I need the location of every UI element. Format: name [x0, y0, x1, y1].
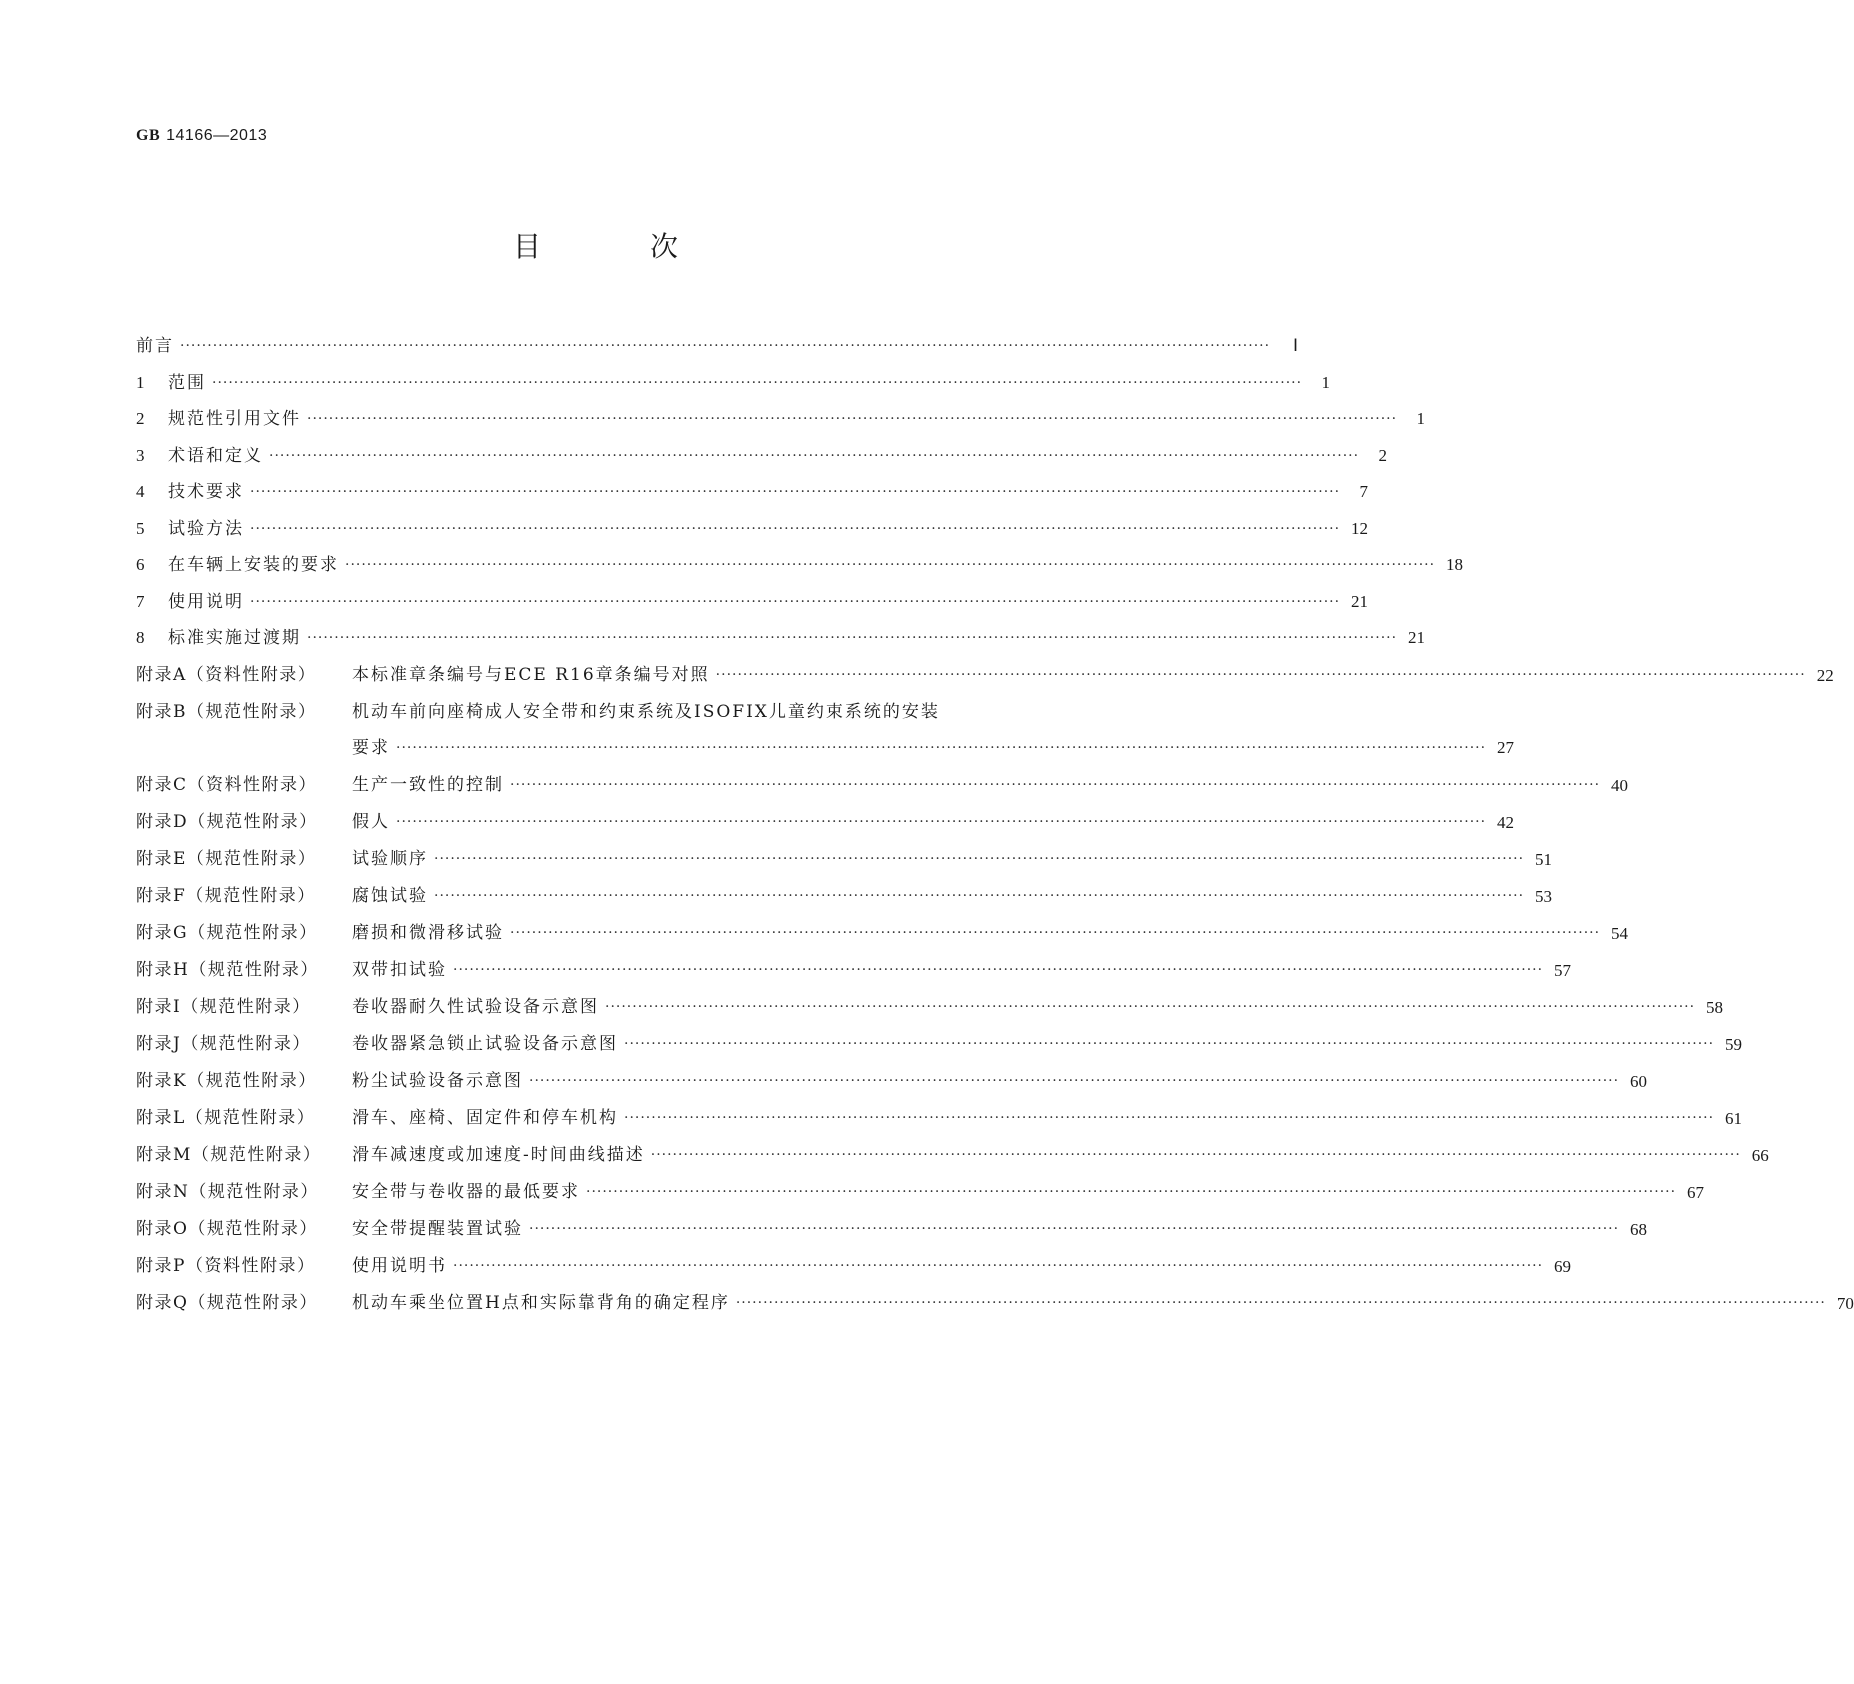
toc-entry-appendix[interactable]	[136, 915, 1629, 952]
toc-label: 范围	[168, 372, 206, 393]
dot-leader: ········································································································································································································	[624, 1035, 1715, 1052]
dot-leader: ········································································································································································································	[510, 924, 1601, 941]
appendix-prefix: 附录H（规范性附录）	[136, 959, 319, 980]
dot-leader: ········································································································································································································	[529, 1072, 1620, 1089]
toc-entry-chapter[interactable]	[136, 401, 1426, 438]
toc-page: 53	[1535, 886, 1553, 906]
dot-leader: ········································································································································································································	[250, 484, 1341, 500]
toc-label: 在车辆上安装的要求	[168, 555, 339, 575]
appendix-prefix: 附录B（规范性附录）	[136, 701, 317, 722]
toc-label: 粉尘试验设备示意图	[352, 1070, 523, 1091]
page-title: 目 次	[513, 230, 728, 263]
appendix-prefix: 附录N（规范性附录）	[136, 1181, 319, 1202]
appendix-prefix: 附录G（规范性附录）	[136, 922, 318, 943]
dot-leader: ········································································································································································································	[434, 850, 1525, 867]
dot-leader: ········································································································································································································	[396, 739, 1487, 756]
toc-entry-appendix[interactable]	[136, 767, 1629, 804]
toc-entry-appendix[interactable]	[136, 989, 1724, 1026]
toc-entry-appendix-a[interactable]	[136, 657, 1834, 694]
toc-page: 69	[1554, 1256, 1572, 1276]
toc-entry-preface[interactable]	[136, 328, 1299, 365]
toc-entry-chapter[interactable]	[136, 438, 1388, 475]
dot-leader: ········································································································································································································	[715, 666, 1806, 683]
toc-entry-chapter[interactable]	[136, 365, 1331, 402]
toc-label: 标准实施过渡期	[168, 628, 301, 648]
appendix-prefix: 附录A（资料性附录）	[136, 664, 317, 685]
toc-page: 60	[1630, 1071, 1648, 1091]
dot-leader: ········································································································································································································	[624, 1109, 1715, 1126]
toc-entry-chapter[interactable]	[136, 511, 1369, 548]
toc-label: 安全带提醒装置试验	[352, 1218, 523, 1239]
dot-leader: ········································································································································································································	[510, 776, 1601, 793]
dot-leader: ········································································································································································································	[453, 961, 1544, 978]
dot-leader: ········································································································································································································	[434, 887, 1525, 904]
toc-label: 卷收器耐久性试验设备示意图	[352, 996, 599, 1017]
toc-page: 58	[1706, 997, 1724, 1017]
chapter-number: 3	[136, 445, 145, 465]
appendix-prefix: 附录F（规范性附录）	[136, 885, 316, 906]
toc-page: 21	[1408, 628, 1426, 647]
toc-label: 滑车减速度或加速度-时间曲线描述	[352, 1144, 645, 1165]
toc-page: 70	[1836, 1293, 1854, 1313]
toc-entry-appendix[interactable]	[136, 1211, 1648, 1248]
chapter-number: 2	[136, 409, 145, 428]
table-of-contents	[136, 328, 1854, 1322]
appendix-prefix: 附录I（规范性附录）	[136, 996, 311, 1017]
toc-page: 18	[1446, 555, 1464, 574]
toc-page: 1	[1416, 409, 1426, 428]
toc-page: 67	[1687, 1182, 1705, 1202]
toc-label: 腐蚀试验	[352, 885, 428, 906]
dot-leader: ········································································································································································································	[250, 593, 1341, 610]
appendix-prefix: 附录K（规范性附录）	[136, 1070, 317, 1091]
dot-leader: ········································································································································································································	[605, 998, 1696, 1015]
toc-page: 51	[1535, 849, 1553, 869]
toc-label: 磨损和微滑移试验	[352, 922, 504, 943]
dot-leader: ········································································································································································································	[307, 630, 1398, 646]
toc-page: 27	[1497, 737, 1515, 757]
appendix-prefix: 附录L（规范性附录）	[136, 1107, 316, 1128]
toc-page: 59	[1725, 1034, 1743, 1054]
dot-leader: ········································································································································································································	[650, 1146, 1741, 1163]
dot-leader: ········································································································································································································	[529, 1220, 1620, 1237]
toc-page: 66	[1751, 1145, 1769, 1165]
standard-number: 14166—2013	[166, 127, 268, 144]
toc-page: 40	[1611, 775, 1629, 795]
toc-label: 安全带与卷收器的最低要求	[352, 1181, 580, 1202]
dot-leader: ········································································································································································································	[269, 447, 1360, 464]
toc-page: 61	[1725, 1108, 1743, 1128]
toc-label: 机动车乘坐位置H点和实际靠背角的确定程序	[352, 1292, 730, 1313]
toc-label: 双带扣试验	[352, 959, 447, 980]
toc-label-line2: 要求	[352, 737, 390, 758]
appendix-prefix: 附录P（资料性附录）	[136, 1255, 316, 1276]
toc-page: 12	[1351, 518, 1369, 538]
toc-entry-appendix[interactable]	[136, 1026, 1743, 1063]
chapter-number: 1	[136, 372, 145, 392]
appendix-prefix: 附录J（规范性附录）	[136, 1033, 311, 1054]
dot-leader: ········································································································································································································	[250, 520, 1341, 537]
appendix-prefix: 附录O（规范性附录）	[136, 1218, 318, 1239]
appendix-prefix: 附录Q（规范性附录）	[136, 1292, 318, 1313]
standard-code	[136, 127, 267, 145]
toc-entry-appendix[interactable]	[136, 1100, 1743, 1137]
toc-entry-appendix[interactable]	[136, 1248, 1572, 1285]
toc-label: 滑车、座椅、固定件和停车机构	[352, 1107, 618, 1128]
toc-label: 前言	[136, 336, 174, 356]
toc-page: 57	[1554, 960, 1572, 980]
toc-page: 7	[1359, 482, 1369, 501]
toc-label: 假人	[352, 811, 390, 832]
chapter-number: 4	[136, 482, 145, 501]
toc-page: 1	[1321, 372, 1331, 392]
toc-label: 试验方法	[168, 518, 244, 539]
toc-label: 试验顺序	[352, 848, 428, 869]
toc-entry-appendix[interactable]	[136, 1063, 1648, 1100]
appendix-prefix: 附录E（规范性附录）	[136, 848, 317, 869]
toc-entry-chapter[interactable]	[136, 584, 1369, 621]
toc-page: 54	[1611, 923, 1629, 943]
toc-page: Ⅰ	[1293, 336, 1299, 355]
toc-label: 技术要求	[168, 482, 244, 502]
appendix-prefix: 附录C（资料性附录）	[136, 774, 318, 795]
dot-leader: ········································································································································································································	[212, 374, 1303, 391]
dot-leader: ········································································································································································································	[453, 1257, 1544, 1274]
toc-label: 本标准章条编号与ECE R16章条编号对照	[352, 664, 710, 685]
toc-page: 68	[1630, 1219, 1648, 1239]
chapter-number: 8	[136, 628, 145, 647]
toc-label: 卷收器紧急锁止试验设备示意图	[352, 1033, 618, 1054]
toc-label: 使用说明书	[352, 1255, 447, 1276]
toc-label: 规范性引用文件	[168, 409, 301, 429]
toc-label: 术语和定义	[168, 445, 263, 466]
standard-prefix: GB	[136, 127, 161, 144]
toc-entry-appendix[interactable]	[136, 878, 1553, 915]
dot-leader: ········································································································································································································	[180, 338, 1271, 354]
appendix-prefix: 附录D（规范性附录）	[136, 811, 318, 832]
toc-entry-appendix[interactable]	[136, 1285, 1854, 1322]
dot-leader: ········································································································································································································	[586, 1183, 1677, 1200]
toc-page: 21	[1351, 591, 1369, 611]
toc-entry-chapter[interactable]	[136, 620, 1426, 657]
dot-leader: ········································································································································································································	[396, 813, 1487, 830]
toc-label: 使用说明	[168, 591, 244, 612]
dot-leader: ········································································································································································································	[345, 557, 1436, 573]
toc-entry-appendix[interactable]	[136, 1137, 1769, 1174]
toc-page: 2	[1378, 445, 1388, 465]
toc-entry-appendix-b[interactable]	[136, 694, 1515, 767]
dot-leader: ········································································································································································································	[307, 411, 1398, 427]
toc-entry-appendix[interactable]	[136, 952, 1572, 989]
toc-label: 生产一致性的控制	[352, 774, 504, 795]
toc-entry-appendix[interactable]	[136, 804, 1515, 841]
toc-page: 42	[1497, 812, 1515, 832]
toc-entry-chapter[interactable]	[136, 474, 1369, 511]
dot-leader: ········································································································································································································	[735, 1294, 1826, 1311]
appendix-prefix: 附录M（规范性附录）	[136, 1144, 322, 1165]
toc-page: 22	[1816, 665, 1834, 685]
toc-entry-chapter[interactable]	[136, 547, 1464, 584]
toc-entry-appendix[interactable]	[136, 841, 1553, 878]
chapter-number: 7	[136, 591, 145, 611]
chapter-number: 5	[136, 518, 145, 538]
toc-label-line1: 机动车前向座椅成人安全带和约束系统及ISOFIX儿童约束系统的安装	[352, 701, 940, 722]
toc-entry-appendix[interactable]	[136, 1174, 1705, 1211]
chapter-number: 6	[136, 555, 145, 574]
